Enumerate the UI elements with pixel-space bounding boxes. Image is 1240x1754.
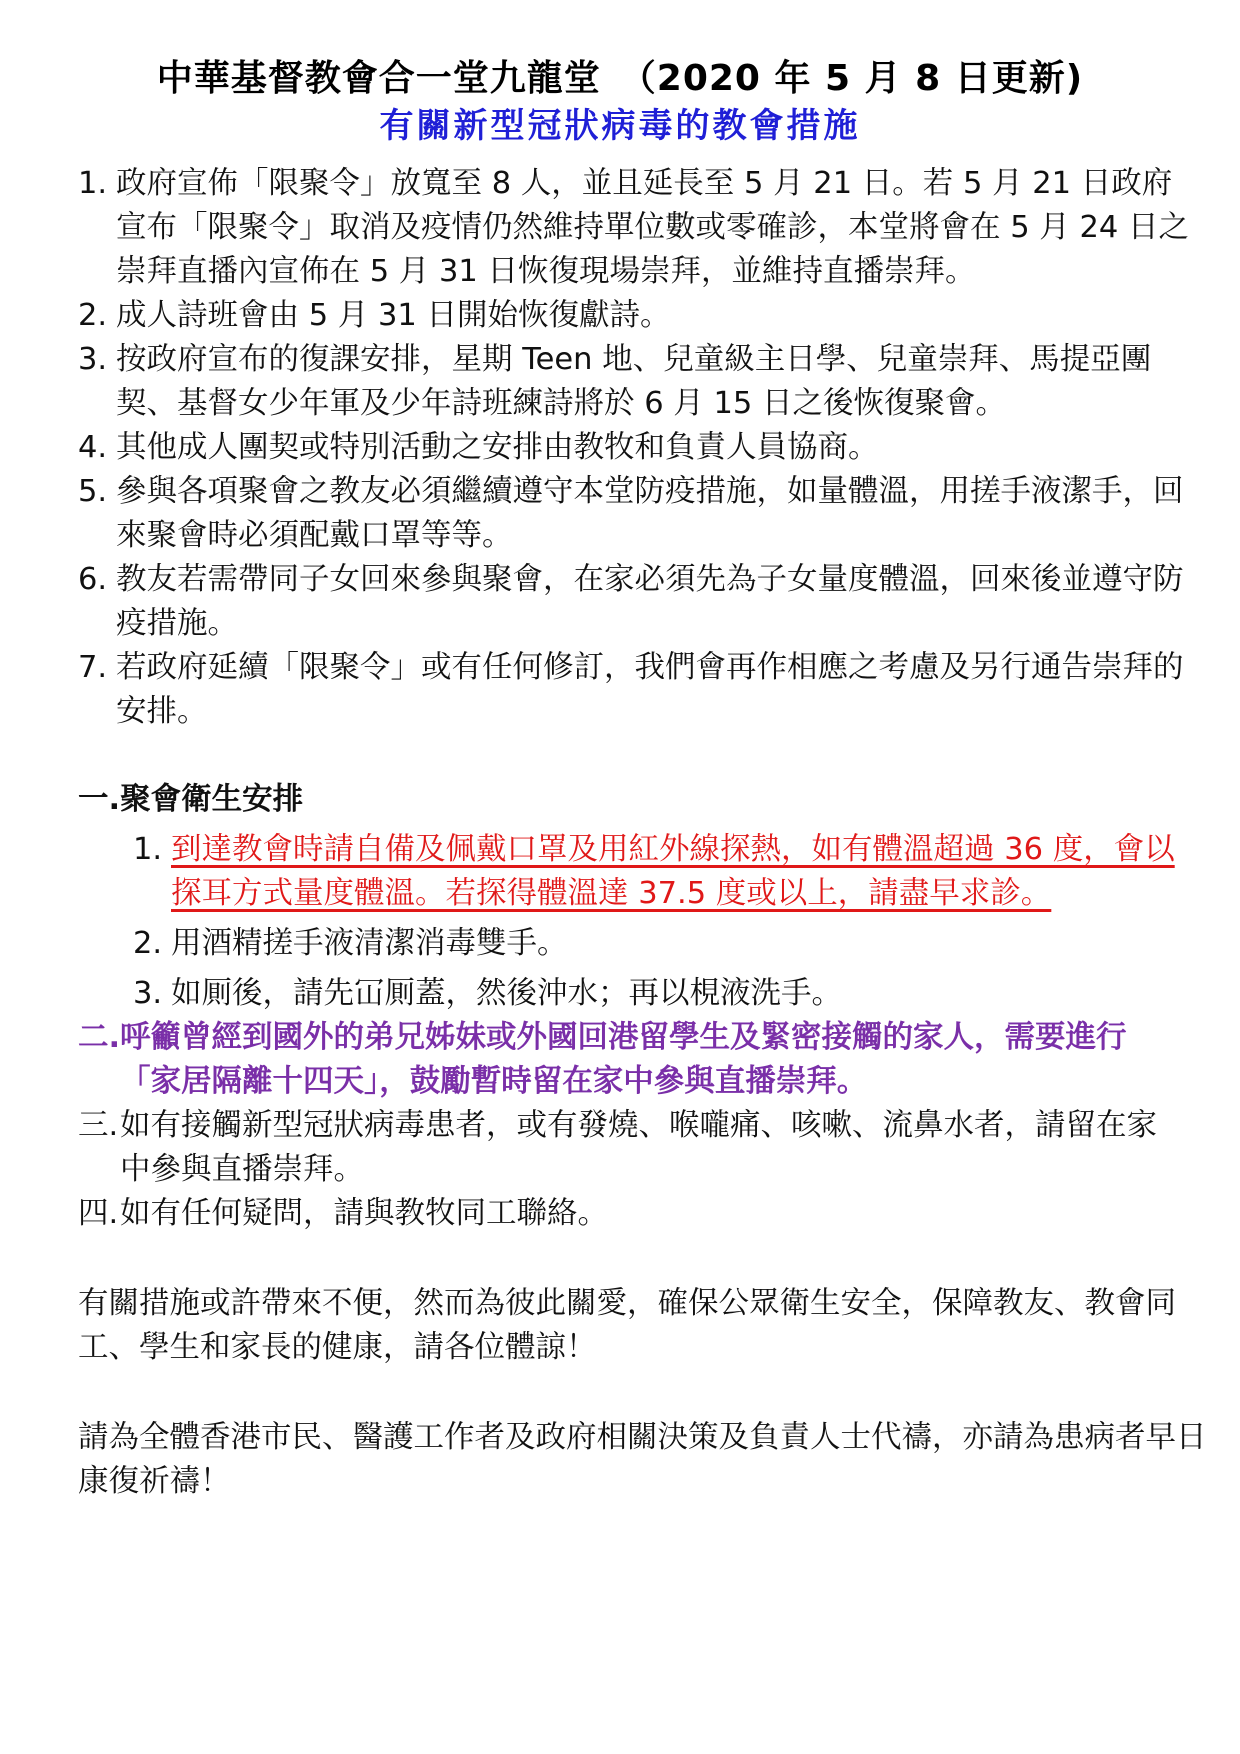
- list-item-text: 其他成人團契或特別活動之安排由教牧和負責人員協商。: [116, 430, 879, 465]
- list-item-text: 參與各項聚會之教友必須繼續遵守本堂防疫措施，如量體溫，用搓手液潔手，回來聚會時必須配戴口罩等等。: [116, 474, 1184, 553]
- list-item: [78, 972, 1186, 1016]
- list-item: [78, 828, 1186, 916]
- list-item: [78, 162, 1193, 294]
- section-title: 聚會衛生安排: [120, 782, 304, 817]
- page-subtitle: 有關新型冠狀病毒的教會措施: [379, 106, 861, 146]
- section-contact-notice: [78, 1192, 1183, 1236]
- list-item-number: 1.: [78, 166, 108, 201]
- list-item: [78, 558, 1193, 646]
- closing-paragraph: 有關措施或許帶來不便，然而為彼此關愛，確保公眾衛生安全，保障教友、教會同工、學生和家長的健康，請各位體諒！: [78, 1286, 1176, 1365]
- list-item-number: 1.: [133, 832, 163, 867]
- list-item-text: 政府宣佈「限聚令」放寬至 8 人，並且延長至 5 月 21 日。若 5 月 21 日政府宣布「限聚令」取消及疫情仍然維持單位數或零確診，本堂將會在 5 月 24 日之崇拜直播內宣佈在 5 月 31 日恢復現場崇拜，並維持直播崇拜。: [116, 166, 1189, 289]
- hygiene-list: [78, 828, 1218, 1016]
- section-text: 如有任何疑問，請與教牧同工聯絡。: [120, 1196, 608, 1231]
- list-item-text: 教友若需帶同子女回來參與聚會，在家必須先為子女量度體溫，回來後並遵守防疫措施。: [116, 562, 1184, 641]
- list-item-text: 到達教會時請自備及佩戴口罩及用紅外線探熱，如有體溫超過 36 度，會以探耳方式量度體溫。若探得體溫達 37.5 度或以上，請盡早求診。: [171, 832, 1175, 911]
- list-item-text: 用酒精搓手液清潔消毒雙手。: [171, 926, 568, 961]
- list-item: [78, 646, 1193, 734]
- list-item: [78, 470, 1193, 558]
- section-quarantine-notice: [78, 1016, 1183, 1104]
- section-number: 三.: [78, 1108, 119, 1143]
- list-item-number: 3.: [133, 976, 163, 1011]
- notice-body: [78, 162, 1218, 1504]
- list-item-number: 7.: [78, 650, 108, 685]
- section-symptoms-notice: [78, 1104, 1183, 1192]
- list-item-number: 2.: [78, 298, 108, 333]
- rules-list: [78, 162, 1218, 734]
- list-item: [78, 338, 1193, 426]
- section-heading-hygiene: [78, 778, 1218, 822]
- list-item: [78, 922, 1186, 966]
- list-item-text: 成人詩班會由 5 月 31 日開始恢復獻詩。: [116, 298, 671, 333]
- list-item-text: 如厠後，請先冚厠蓋，然後沖水；再以梘液洗手。: [171, 976, 842, 1011]
- list-item: [78, 426, 1193, 470]
- list-item-text: 若政府延續「限聚令」或有任何修訂，我們會再作相應之考慮及另行通告崇拜的安排。: [116, 650, 1184, 729]
- list-item-text: 按政府宣布的復課安排，星期 Teen 地、兒童級主日學、兒童崇拜、馬提亞團契、基督女少年軍及少年詩班練詩將於 6 月 15 日之後恢復聚會。: [116, 342, 1152, 421]
- list-item-number: 4.: [78, 430, 108, 465]
- section-text: 呼籲曾經到國外的弟兄姊妹或外國回港留學生及緊密接觸的家人，需要進行「家居隔離十四天」，鼓勵暫時留在家中參與直播崇拜。: [120, 1020, 1127, 1099]
- section-text: 如有接觸新型冠狀病毒患者，或有發燒、喉嚨痛、咳嗽、流鼻水者，請留在家中參與直播崇拜。: [120, 1108, 1157, 1187]
- prayer-paragraph: 請為全體香港市民、醫護工作者及政府相關決策及負責人士代禱，亦請為患病者早日康復祈禱！: [78, 1420, 1207, 1499]
- list-item: [78, 294, 1193, 338]
- section-number: 二.: [78, 1020, 121, 1055]
- page-title: 中華基督教會合一堂九龍堂 （2020 年 5 月 8 日更新): [156, 58, 1084, 99]
- list-item-number: 2.: [133, 926, 163, 961]
- list-item-number: 5.: [78, 474, 108, 509]
- list-item-number: 3.: [78, 342, 108, 377]
- section-number: 一.: [78, 782, 121, 817]
- list-item-number: 6.: [78, 562, 108, 597]
- section-number: 四.: [78, 1196, 119, 1231]
